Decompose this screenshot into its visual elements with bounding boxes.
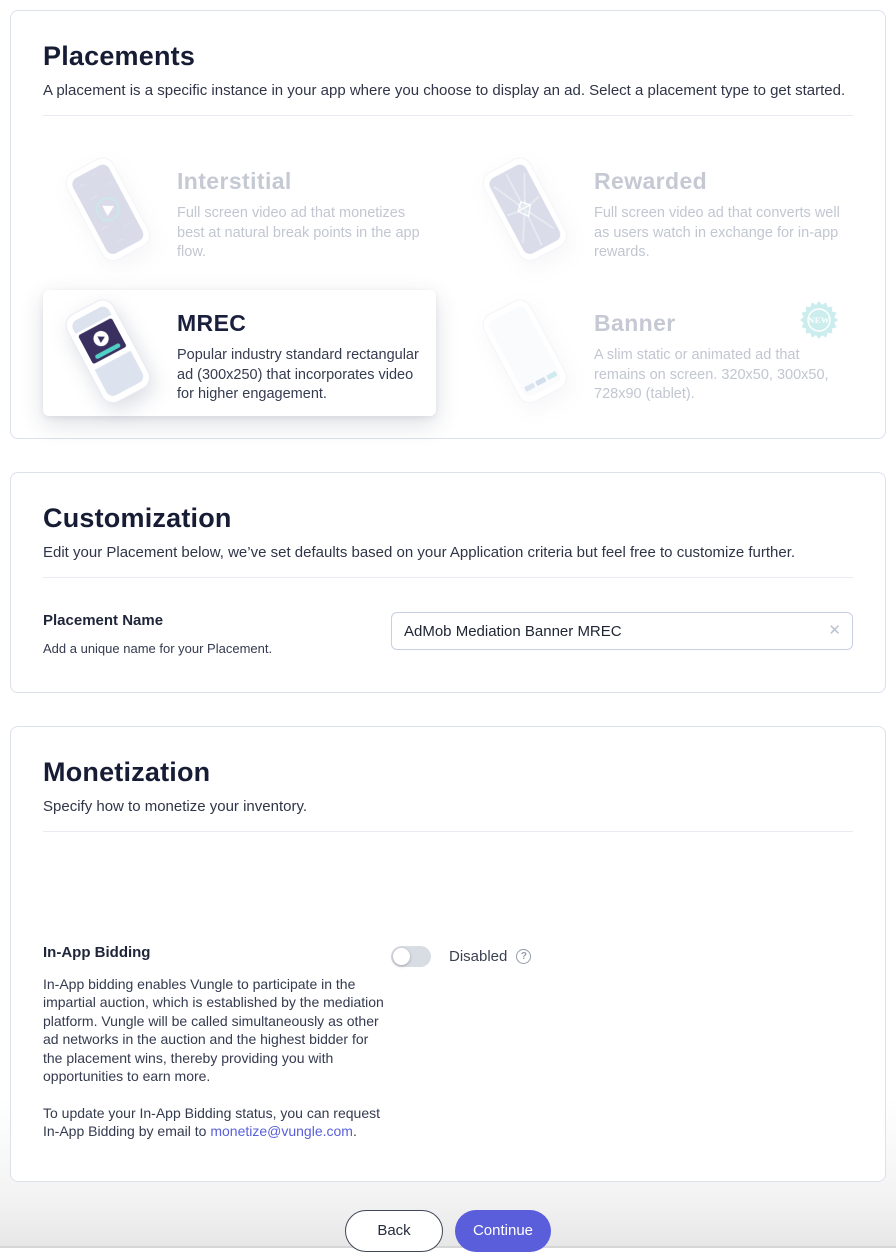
rewarded-title: Rewarded bbox=[594, 168, 708, 194]
monetization-subtitle: Specify how to monetize your inventory. bbox=[43, 798, 308, 815]
footer-actions bbox=[0, 1210, 896, 1252]
in-app-bidding-toggle-cluster bbox=[391, 944, 853, 967]
in-app-bidding-toggle[interactable] bbox=[391, 946, 431, 967]
monetize-email-link[interactable]: monetize@vungle.com bbox=[210, 1123, 353, 1140]
interstitial-title: Interstitial bbox=[177, 168, 292, 194]
placement-option-interstitial[interactable] bbox=[43, 148, 436, 274]
toggle-knob bbox=[393, 948, 410, 965]
placement-option-mrec[interactable] bbox=[43, 290, 436, 416]
in-app-bidding-status: Disabled bbox=[449, 948, 508, 965]
placement-option-rewarded[interactable] bbox=[460, 148, 853, 274]
monetization-section bbox=[10, 726, 886, 1182]
placement-name-input[interactable] bbox=[391, 612, 853, 650]
placements-section bbox=[10, 10, 886, 439]
placements-divider bbox=[43, 115, 853, 116]
interstitial-description: Full screen video ad that monetizes best at natural break points in the app flow. bbox=[177, 205, 420, 261]
in-app-bidding-update-note: To update your In-App Bidding status, you can request In-App Bidding by email to monetize@vungle.com. bbox=[43, 1104, 380, 1140]
monetization-title: Monetization bbox=[43, 757, 211, 787]
banner-phone-icon bbox=[476, 293, 573, 409]
customization-divider bbox=[43, 577, 853, 578]
back-button[interactable]: Back bbox=[345, 1210, 443, 1252]
banner-title: Banner bbox=[594, 310, 676, 336]
placement-name-help: Add a unique name for your Placement. bbox=[43, 641, 273, 656]
customization-subtitle: Edit your Placement below, we’ve set defaults based on your Application criteria but feel free to customize further. bbox=[43, 544, 796, 561]
placement-type-grid bbox=[43, 148, 853, 416]
banner-description: A slim static or animated ad that remains on screen. 320x50, 300x50, 728x90 (tablet). bbox=[594, 347, 829, 403]
in-app-bidding-label: In-App Bidding bbox=[43, 944, 151, 961]
placement-name-label: Placement Name bbox=[43, 612, 164, 629]
rewarded-description: Full screen video ad that converts well as users watch in exchange for in-app rewards. bbox=[594, 205, 840, 261]
in-app-bidding-description: In-App bidding enables Vungle to participate in the impartial auction, which is established by the mediation platform. Vungle will be called simultaneously as other ad networks in the auction and the highest bidder for the placement wins, thereby providing you with opportunities to earn more. bbox=[43, 976, 384, 1085]
placement-name-row bbox=[43, 612, 853, 656]
interstitial-phone-illustration bbox=[51, 154, 167, 268]
monetization-divider bbox=[43, 831, 853, 832]
banner-phone-illustration bbox=[468, 296, 584, 410]
new-badge bbox=[799, 300, 839, 340]
continue-button[interactable]: Continue bbox=[455, 1210, 551, 1252]
placements-title: Placements bbox=[43, 41, 196, 71]
new-badge-label: NEW bbox=[808, 315, 830, 325]
mrec-title: MREC bbox=[177, 310, 247, 336]
interstitial-phone-icon bbox=[59, 151, 156, 267]
placement-option-banner[interactable] bbox=[460, 290, 853, 416]
customization-title: Customization bbox=[43, 503, 232, 533]
mrec-phone-illustration bbox=[51, 296, 167, 410]
clear-input-icon[interactable]: ✕ bbox=[828, 622, 841, 639]
rewarded-phone-illustration bbox=[468, 154, 584, 268]
placements-subtitle: A placement is a specific instance in your app where you choose to display an ad. Select a placement type to get started. bbox=[43, 82, 846, 99]
help-icon[interactable]: ? bbox=[516, 949, 531, 964]
mrec-phone-icon bbox=[59, 293, 156, 409]
mrec-description: Popular industry standard rectangular ad (300x250) that incorporates video for higher engagement. bbox=[177, 347, 419, 403]
rewarded-phone-icon bbox=[476, 151, 573, 267]
customization-section bbox=[10, 472, 886, 693]
placement-name-input-wrap bbox=[391, 612, 853, 650]
in-app-bidding-row bbox=[43, 944, 853, 1141]
